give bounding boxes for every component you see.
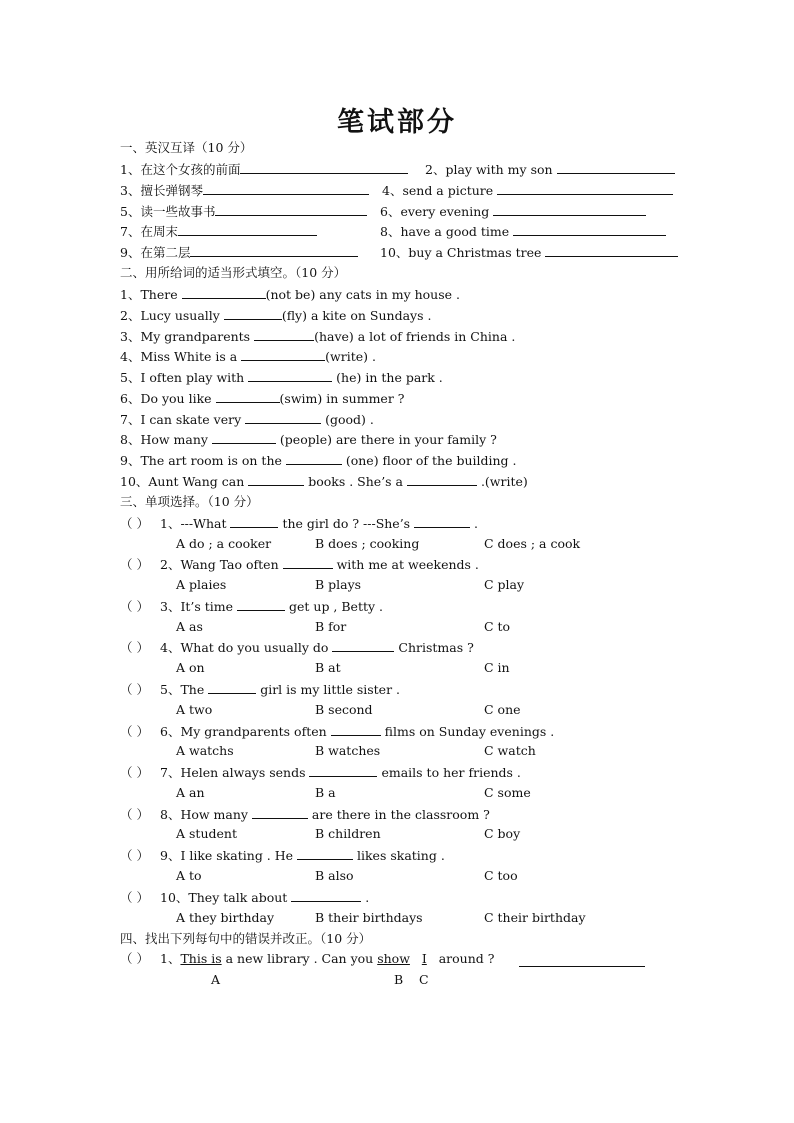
s3-q5-option-a: A two [176,702,213,717]
s4-label-a: A [211,972,221,987]
s3-q1-option-b: B does ; cooking [315,536,420,551]
s1-row-3: 3、擅长弹钢琴 [120,182,369,199]
s4-q1-answer-line [519,954,645,967]
s4-label-c: C [419,972,429,987]
s3-q3-option-b: B for [315,619,347,634]
s3-q10: （ ） 10、They talk about . [120,890,370,905]
s3-q8-option-a: A student [176,826,237,841]
s1-row-9: 9、在第二层 [120,244,358,261]
s2-item-7: 7、I can skate very (good) . [120,412,374,427]
s3-q1-option-c: C does ; a cook [484,536,581,551]
s3-q9-option-c: C too [484,868,518,883]
s3-q9: （ ） 9、I like skating . He likes skating . [120,848,445,863]
s2-item-5: 5、I often play with (he) in the park . [120,370,443,385]
s1-row-10: 10、buy a Christmas tree [380,244,678,261]
s3-q6-option-a: A watchs [176,743,234,758]
s3-q9-option-a: A to [176,868,202,883]
s3-q7: （ ） 7、Helen always sends emails to her friends . [120,765,521,780]
s2-item-4: 4、Miss White is a (write) . [120,349,376,364]
s3-q8: （ ） 8、How many are there in the classroom ? [120,807,490,822]
s3-q10-option-b: B their birthdays [315,910,423,925]
s1-row-6: 6、every evening [380,203,646,220]
s3-q2-option-c: C play [484,577,525,592]
s3-q2-option-b: B plays [315,577,362,592]
s3-q5: （ ） 5、The girl is my little sister . [120,682,400,697]
s3-q8-option-c: C boy [484,826,521,841]
s3-q3: （ ） 3、It’s time get up , Betty . [120,599,384,614]
s1-row-4: 4、send a picture [382,182,673,199]
s3-q5-option-c: C one [484,702,521,717]
s3-q3-option-c: C to [484,619,511,634]
s1-row-5: 5、读一些故事书 [120,203,367,220]
s3-q10-option-a: A they birthday [176,910,275,925]
s3-q3-option-a: A as [176,619,203,634]
s2-item-10: 10、Aunt Wang can books . She’s a .(write) [120,474,528,489]
s1-row-1: 1、在这个女孩的前面 [120,161,408,178]
s3-q7-option-c: C some [484,785,531,800]
s1-row-8: 8、have a good time [380,223,666,240]
s4-q1: （ ） 1、This is a new library . Can you show I around ? [120,951,495,966]
s2-item-1: 1、There (not be) any cats in my house . [120,287,460,302]
s3-q4-option-b: B at [315,660,341,675]
s1-row-7: 7、在周末 [120,223,317,240]
s3-q7-option-a: A an [176,785,205,800]
s2-item-6: 6、Do you like (swim) in summer ? [120,391,405,406]
section3-heading: 三、单项选择。（10 分） [120,494,259,509]
section1-heading: 一、英汉互译（10 分） [120,140,253,155]
page-title: 笔试部分 [337,107,457,138]
s3-q7-option-b: B a [315,785,336,800]
section2-heading: 二、用所给词的适当形式填空。（10 分） [120,265,347,280]
s3-q1: （ ） 1、---What the girl do ? ---She’s . [120,516,479,531]
s3-q6-option-c: C watch [484,743,536,758]
s3-q2-option-a: A plaies [176,577,227,592]
s3-q4: （ ） 4、What do you usually do Christmas ? [120,640,474,655]
s1-row-2: 2、play with my son [425,161,675,178]
s2-item-2: 2、Lucy usually (fly) a kite on Sundays . [120,308,432,323]
s2-item-3: 3、My grandparents (have) a lot of friends in China . [120,329,516,344]
s3-q6-option-b: B watches [315,743,381,758]
s3-q4-option-a: A on [176,660,205,675]
s3-q6: （ ） 6、My grandparents often films on Sunday evenings . [120,724,555,739]
s3-q10-option-c: C their birthday [484,910,586,925]
s2-item-9: 9、The art room is on the (one) floor of the building . [120,453,517,468]
s2-item-8: 8、How many (people) are there in your family ? [120,432,497,447]
s3-q5-option-b: B second [315,702,373,717]
s3-q9-option-b: B also [315,868,354,883]
s4-label-b: B [394,972,404,987]
s3-q4-option-c: C in [484,660,510,675]
section4-heading: 四、找出下列每句中的错误并改正。（10 分） [120,931,372,946]
s3-q2: （ ） 2、Wang Tao often with me at weekends . [120,557,479,572]
s3-q1-option-a: A do ; a cooker [176,536,272,551]
s3-q8-option-b: B children [315,826,381,841]
